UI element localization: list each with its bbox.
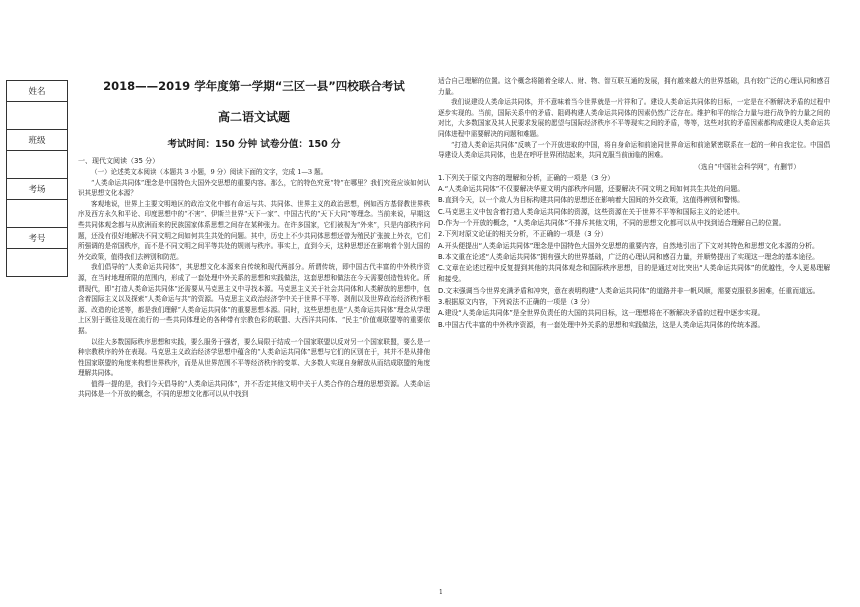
exam-number-label: 考号 (7, 228, 67, 249)
passage-paragraph: 适合自己理解的位置。这个概念将随着全球人、财、物、智互联互通的发展，拥有越来越大的世界基础，具有较广泛的心理认同和感召力量。 (438, 77, 830, 96)
question-2 (438, 229, 830, 297)
question-stem: 1.下列关于原文内容的理解和分析，正确的一项是（3 分） (438, 173, 615, 182)
question-option: B.本文重在论述“人类命运共同体”拥有强大的世界基础，广泛的心理认同和感召力量，并顺势提出了实现这一理念的基本途径。 (438, 252, 819, 261)
section-heading: 一、现代文阅读（35 分） (78, 157, 160, 165)
passage-paragraph: “人类命运共同体”理念是中国特色大国外交思想的重要内容。那么，它的特色究竟“特”在哪里？我们究竟应该如何认识其思想文化本源？ (78, 178, 430, 198)
name-label: 姓名 (7, 81, 67, 102)
passage-paragraph: 以往大多数国际秩序思想和实践，要么服务于强者，要么局限于结成一个国家联盟以反对另一个国家联盟，要么是一种宗教秩序的外在表现。马克思主义政治经济学思想中蕴含的“人类命运共同体”思想与它们的区别在于，其并不是从排他性国家联盟的角度来构想世界秩序，而是从世界范围不平等经济秩序的变革、大多数人实现自身解放从而结成联盟的角度理解共同体。 (78, 337, 430, 378)
page-number: 1 (439, 589, 443, 596)
info-row-class (7, 130, 67, 179)
passage-paragraph: “打造人类命运共同体”反映了一个开放进取的中国，将自身命运和前途同世界命运和前途紧密联系在一起的一种自我定位。中国倡导建设人类命运共同体，也是在呼吁世界团结起来，共同克服当前面临的困难。 (438, 140, 830, 160)
info-row-name (7, 81, 67, 130)
question-option: A.“人类命运共同体”不仅要解决华夏文明内部秩序问题，还要解决不同文明之间如何共生共处的问题。 (438, 185, 744, 194)
question-stem: 2.下列对原文论证的相关分析，不正确的一项是（3 分） (438, 230, 608, 239)
question-option: D.文末强调当今世界充满矛盾和冲突，意在表明构建“人类命运共同体”的道路并非一帆风顺，需要克服很多困难，任重而道远。 (438, 286, 820, 295)
class-blank[interactable] (7, 151, 67, 178)
passage-paragraph: 我们倡导的“人类命运共同体”，其思想文化本源来自传统和现代两部分。所谓传统，即中国古代丰富的中外秩序资源，在当时地理所限的范围内，形成了一套处理中外关系的思想和实践做法，这套思想和做法在今天需要创造性转化。所谓现代，即“打造人类命运共同体”还需要从马克思主义中寻找本源。马克思主义关于社会共同体和人类解放的思想中，包含着国际主义以及探索“人类命运与共”的资源。马克思主义政治经济学中关于世界不平等、剥削以及世界政治经济秩序根源、改造的论述等，都是我们理解“人类命运共同体”的重要思想本源。同时，这些思想也是“人类命运共同体”理念从学理上区别于既往及现在流行的一些共同体理论的各种带有宗教色彩的联盟、大西洋共同体、“民主”价值观联盟等的重要依据。 (78, 263, 430, 335)
passage-paragraph: 值得一提的是，我们今天倡导的“人类命运共同体”，并不否定其他文明中关于人类合作的合理的思想资源。人类命运共同体是一个开放的概念，不同的思想文化都可以从中找到 (78, 379, 430, 399)
subsection-heading: （一）论述类文本阅读（本题共 3 小题，9 分）阅读下面的文字，完成 1—3 题。 (91, 168, 328, 176)
exam-title: 2018——2019 学年度第一学期“三区一县”四校联合考试 (103, 79, 405, 93)
question-option: D.作为一个开放的概念，“人类命运共同体”不排斥其他文明，不同的思想文化都可以从中找到适合理解自己的位置。 (438, 218, 786, 227)
question-option: C.马克思主义中包含着打造人类命运共同体的资源，这些资源在关于世界不平等和国际主义的论述中。 (438, 207, 744, 216)
exam-room-label: 考场 (7, 179, 67, 200)
question-option: A.建设“人类命运共同体”是全世界负责任的大国的共同目标，这一理想将在不断解决矛盾的过程中逐步实现。 (438, 309, 765, 318)
class-label: 班级 (7, 130, 67, 151)
question-option: C.文章在论述过程中反复提到其他的共同体观念和国际秩序思想，目的是通过对比突出“人类命运共同体”的优越性，令人更易理解和接受。 (438, 264, 830, 284)
question-1 (438, 173, 830, 229)
passage-paragraph: 客观地说，世界上主要文明地区的政治文化中都有命运与共、共同体、世界主义的政治思想，例如西方基督教世界秩序及西方永久和平论、印度思想中的“不害”、伊斯兰世界“天下一家”、中国古代的“天下大同”等理念。当前来说，早期这些共同体观念都与从欧洲而来的民族国家体系思想之间存在某种张力。在许多国家，它们被视为“外来”，只是内部秩序问题，还没有很好地解决不同文明之间如何共生共处的问题。其中，历史上不少共同体思想还曾为殖民扩张披上外衣，它们所强调的是帝国秩序，而不是不同文明之间平等共处的规则与秩序。事实上，直到今天，这种思想还在影响着个别大国的外交政策，值得我们去辨别和防范。 (78, 199, 430, 261)
exam-number-blank[interactable] (7, 249, 67, 276)
right-column (438, 76, 830, 331)
exam-room-blank[interactable] (7, 200, 67, 227)
question-option: B.中国古代丰富的中外秩序资源，有一套处理中外关系的思想和实践做法，这是人类命运共同体的传统本源。 (438, 320, 765, 329)
passage-paragraph: 我们说建设人类命运共同体，并不意味着当今世界就是一片祥和了。建设人类命运共同体的目标，一定是在不断解决矛盾的过程中逐步实现的。当前，国际关系中的矛盾、阻碍构建人类命运共同体的因素仍然广泛存在。维护和平的综合力量与进行战争的力量之间的对比，大多数国家及其人民要求发展的愿望与国际经济秩序不平等现实之间的矛盾，等等，这些对抗的矛盾因素都构成建设人类命运共同体进程中需要解决的问题和难题。 (438, 98, 830, 138)
name-blank[interactable] (7, 102, 67, 129)
question-stem: 3.根据原文内容，下列说法不正确的一项是（3 分） (438, 298, 594, 307)
exam-subtitle: 高二语文试题 (217, 110, 290, 124)
info-row-room (7, 179, 67, 228)
left-column (78, 76, 430, 400)
passage-source: （选自“中国社会科学网”，有删节） (694, 162, 800, 171)
question-3 (438, 297, 830, 331)
info-row-number (7, 228, 67, 276)
student-info-table (6, 80, 68, 277)
question-option: B.直到今天，以一个敌人为目标构建共同体的思想还在影响着大国间的外交政策，这值得辨别和警惕。 (438, 196, 744, 205)
question-option: A.开头便提出“人类命运共同体”理念是中国特色大国外交思想的重要内容，自然地引出了下文对其特色和思想文化本源的分析。 (438, 241, 819, 250)
exam-meta: 考试时间：150 分钟 试卷分值：150 分 (167, 139, 341, 150)
